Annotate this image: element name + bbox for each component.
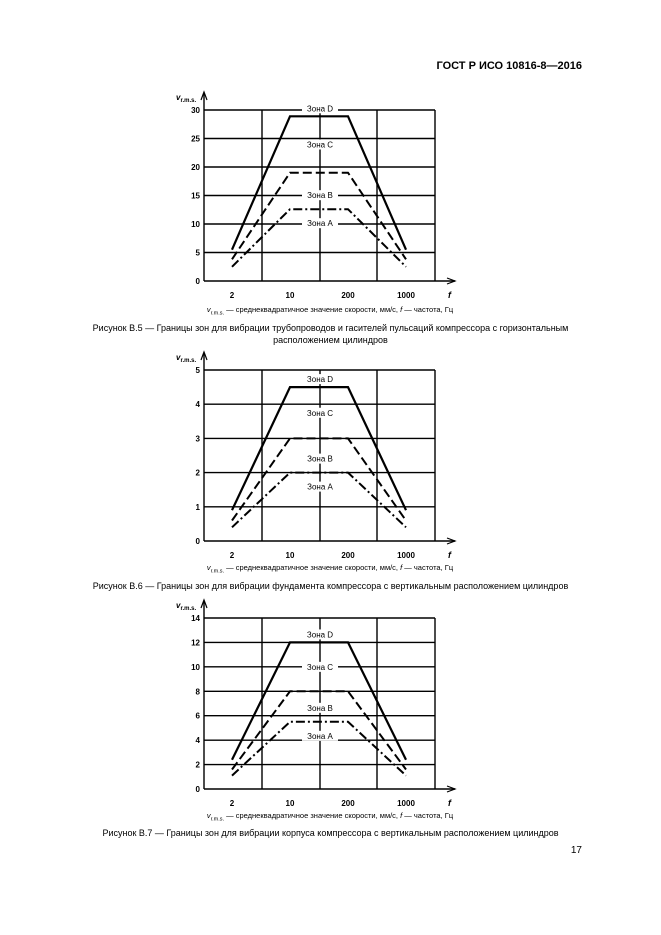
y-axis-label: $v_{r.m.s.}$: [176, 353, 197, 364]
chart-zone-boundaries-b6: [0, 348, 661, 563]
y-tick-label: 10: [191, 662, 200, 672]
x-tick-label: 10: [285, 799, 295, 808]
legend-v-subscript: r.m.s.: [210, 816, 225, 823]
y-tick-label: 5: [195, 248, 200, 258]
y-tick-label: 0: [195, 277, 200, 286]
y-tick-label: 4: [195, 736, 200, 746]
series-line-a-b: [232, 473, 406, 528]
page-header-title: ГОСТ Р ИСО 10816-8—2016: [436, 60, 582, 72]
y-tick-label: 6: [195, 711, 200, 721]
x-tick-label: 2: [229, 551, 235, 560]
y-tick-label: 25: [191, 134, 200, 144]
series-line-c-d: [232, 642, 406, 759]
y-tick-label: 15: [191, 191, 200, 201]
y-tick-label: 4: [195, 400, 200, 410]
y-axis-label: $v_{r.m.s.}$: [176, 601, 197, 612]
legend-f-text: — частота, Гц: [404, 811, 454, 820]
y-tick-label: 20: [191, 163, 200, 172]
legend-line: [60, 305, 600, 317]
legend-v-symbol: v: [206, 563, 211, 572]
series-line-c-d: [232, 387, 406, 510]
x-tick-label: 10: [285, 291, 295, 300]
x-tick-label: 200: [341, 551, 355, 560]
series-line-b-c: [232, 173, 406, 260]
figure-caption-b7: [20, 827, 641, 839]
legend-v-subscript: r.m.s.: [210, 310, 225, 317]
legend-f-symbol: f: [400, 563, 403, 572]
y-tick-label: 2: [195, 468, 200, 478]
legend-v-text: — среднеквадратичное значение скорости, мм/с,: [226, 563, 399, 572]
legend-line: [60, 811, 600, 823]
x-axis-label: f: [448, 290, 451, 300]
zone-label: Зона A: [307, 219, 333, 229]
zone-label: Зона C: [306, 408, 334, 418]
zone-label: Зона A: [307, 731, 333, 741]
series-line-a-b: [232, 209, 406, 267]
x-tick-label: 1000: [397, 799, 415, 808]
x-tick-label: 2: [229, 291, 235, 300]
zone-label: Зона D: [306, 104, 334, 114]
figure-caption-b6: [20, 580, 641, 592]
caption-line-1: Рисунок В.6 — Границы зон для вибрации фундамента компрессора с вертикальным расположением цилиндров: [92, 581, 569, 591]
y-tick-label: 12: [191, 638, 200, 648]
legend-v-symbol: v: [206, 811, 211, 820]
x-tick-label: 200: [341, 799, 355, 808]
y-axis-label: $v_{r.m.s.}$: [176, 93, 197, 104]
series-line-a-b: [232, 722, 406, 776]
x-tick-label: 200: [341, 291, 355, 300]
caption-line-2: расположением цилиндров: [273, 335, 388, 345]
y-tick-label: 8: [195, 687, 200, 697]
zone-label: Зона C: [306, 662, 334, 672]
zone-label: Зона D: [306, 375, 334, 385]
legend-f-symbol: f: [400, 305, 403, 314]
zone-label: Зона B: [307, 454, 333, 464]
series-line-b-c: [232, 438, 406, 520]
legend-v-text: — среднеквадратичное значение скорости, мм/с,: [226, 305, 399, 314]
y-tick-label: 1: [195, 502, 200, 512]
zone-label: Зона B: [307, 191, 333, 201]
zone-label: Зона C: [306, 140, 334, 150]
y-tick-label: 3: [195, 434, 200, 444]
y-tick-label: 0: [195, 537, 200, 546]
x-tick-label: 10: [285, 551, 295, 560]
series-line-c-d: [232, 116, 406, 249]
y-tick-label: 10: [191, 220, 200, 229]
y-tick-label: 14: [191, 614, 200, 623]
legend-v-text: — среднеквадратичное значение скорости, мм/с,: [226, 811, 399, 820]
chart-zone-boundaries-b7: [0, 596, 661, 811]
page-number: 17: [570, 845, 582, 856]
zone-label: Зона D: [306, 630, 334, 640]
y-tick-label: 5: [195, 366, 200, 375]
legend-f-text: — частота, Гц: [404, 305, 454, 314]
y-tick-label: 0: [195, 785, 200, 794]
zone-label: Зона B: [307, 703, 333, 713]
chart-zone-boundaries-b5: [0, 88, 661, 303]
y-tick-label: 2: [195, 760, 200, 770]
legend-f-text: — частота, Гц: [404, 563, 454, 572]
x-axis-label: f: [448, 798, 451, 808]
y-tick-label: 30: [191, 106, 200, 115]
x-axis-label: f: [448, 550, 451, 560]
x-tick-label: 1000: [397, 291, 415, 300]
x-tick-label: 1000: [397, 551, 415, 560]
zone-label: Зона A: [307, 482, 333, 492]
legend-v-subscript: r.m.s.: [210, 568, 225, 575]
legend-v-symbol: v: [206, 305, 211, 314]
figure-caption-b5: [20, 322, 641, 346]
x-tick-label: 2: [229, 799, 235, 808]
legend-f-symbol: f: [400, 811, 403, 820]
caption-line-1: Рисунок В.5 — Границы зон для вибрации трубопроводов и гасителей пульсаций компрессора с горизонтальным: [92, 323, 569, 333]
legend-line: [60, 563, 600, 575]
caption-line-1: Рисунок В.7 — Границы зон для вибрации корпуса компрессора с вертикальным расположением цилиндров: [102, 828, 559, 838]
